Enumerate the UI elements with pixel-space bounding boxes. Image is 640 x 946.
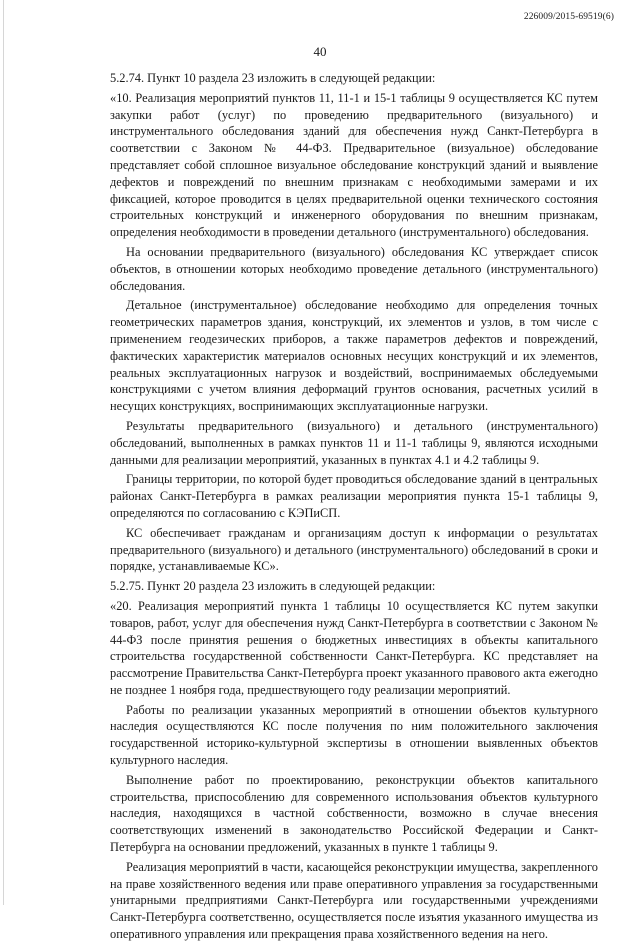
paragraph-detailed-inspection: Детальное (инструментальное) обследование необходимо для определения точных геометрических параметров здания, конструкций, их элементов и узлов, в том числе с применением геодезических приборов, а также параметров дефектов и повреждений, фактических характеристик материалов основных несущих конструкций и их элементов, реальных эксплуатационных нагрузок и воздействий, воспринимаемых обследуемыми конструкциями с учетом влияния деформаций грунтов основания, расчетных усилий в несущих конструкциях, воспринимающих эксплуатационные нагрузки. (110, 298, 598, 414)
document-id: 226009/2015-69519(6) (523, 12, 614, 22)
paragraph-territory-borders: Границы территории, по которой будет проводиться обследование зданий в центральных районах Санкт-Петербурга в рамках реализации мероприятия пункта 15-1 таблицы 9, определяются по согласованию с КЭПиСП. (110, 472, 598, 520)
paragraph-object-list: На основании предварительного (визуального) обследования КС утверждает список объектов, в отношении которых необходимо проведение детального (инструментального) обследования. (110, 244, 598, 293)
document-body (110, 70, 598, 946)
paragraph-item-10: «10. Реализация мероприятий пунктов 11, 11-1 и 15-1 таблицы 9 осуществляется КС путем закупки работ (услуг) по проведению предварительного (визуального) и инструментального обследования зданий для обеспечения нужд Санкт-Петербурга в соответствии с Законом № 44-ФЗ. Предварительное (визуальное) обследование представляет собой сплошное визуальное обследование конструкций зданий и выявление дефектов и повреждений по внешним признакам с необходимыми замерами и их фиксацией, которое проводится в целях предварительной оценки технического состояния строительных конструкций и инженерного оборудования по внешним признакам, определения необходимости в проведении детального (инструментального) обследования. (110, 90, 598, 240)
scan-edge-line (3, 0, 4, 905)
paragraph-inspection-results: Результаты предварительного (визуального) и детального (инструментального) обследований, выполненных в рамках пунктов 11 и 11-1 таблицы 9, являются исходными данными для реализации мероприятий, указанных в пунктах 4.1 и 4.2 таблицы 9. (110, 418, 598, 467)
paragraph-clause-5-2-74: 5.2.74. Пункт 10 раздела 23 изложить в следующей редакции: (110, 71, 436, 85)
paragraph-property-reconstruction: Реализация мероприятий в части, касающейся реконструкции имущества, закрепленного на праве хозяйственного ведения или праве оперативного управления за государственными унитарными предприятиями Санкт-Петербурга или государственными учреждениями Санкт-Петербурга соответственно, осуществляется после изъятия указанного имущества из оперативного управления или прекращения права хозяйственного ведения на него. (110, 859, 598, 942)
paragraph-information-access: КС обеспечивает гражданам и организациям доступ к информации о результатах предварительного (визуального) и детального (инструментального) обследований в сроки и порядке, устанавливаемые КС». (110, 525, 598, 574)
page-number: 40 (313, 44, 327, 59)
paragraph-cultural-heritage: Работы по реализации указанных мероприятий в отношении объектов культурного наследия осуществляются КС после получения по ним положительного заключения государственной историко-культурной экспертизы в отношении выявленных объектов культурного наследия. (110, 702, 598, 768)
paragraph-item-20: «20. Реализация мероприятий пункта 1 таблицы 10 осуществляется КС путем закупки товаров, работ, услуг для обеспечения нужд Санкт-Петербурга в соответствии с Законом № 44-ФЗ после принятия решения о бюджетных инвестициях в объекты капитального строительства государственной собственности Санкт-Петербурга. КС представляет на рассмотрение Правительства Санкт-Петербурга проект указанного правового акта ежегодно не позднее 1 ноября года, предшествующего году реализации мероприятий. (110, 598, 598, 697)
paragraph-clause-5-2-75: 5.2.75. Пункт 20 раздела 23 изложить в следующей редакции: (110, 579, 436, 594)
paragraph-design-works: Выполнение работ по проектированию, реконструкции объектов капитального строительства, приспособлению для современного использования объектов культурного наследия, находящихся в частной собственности, возможно в случае внесения соответствующих изменений в законодательство Российской Федерации и Санкт-Петербурга на основании предложений, указанных в пункте 1 таблицы 9. (110, 772, 598, 855)
